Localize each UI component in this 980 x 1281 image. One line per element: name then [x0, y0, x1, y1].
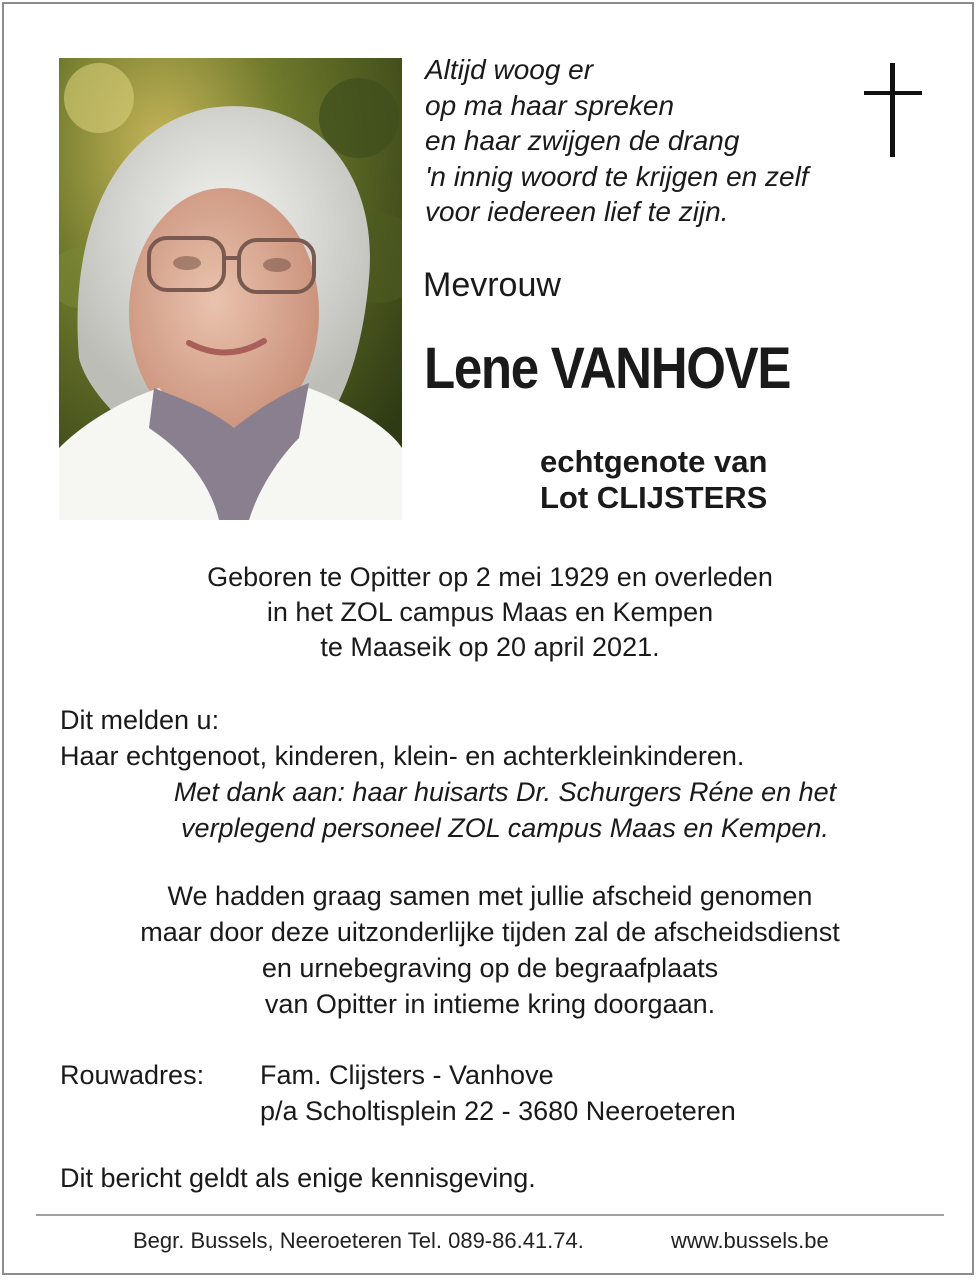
cross-icon	[864, 63, 922, 157]
birth-death-line: in het ZOL campus Maas en Kempen	[266, 597, 714, 627]
spouse-name: Lot CLIJSTERS	[540, 480, 768, 515]
poem	[425, 52, 865, 230]
footer-divider	[36, 1214, 944, 1216]
poem-line: Altijd woog er	[425, 54, 594, 85]
announcement-intro: Dit melden u:	[60, 705, 220, 735]
announcement-family: Haar echtgenoot, kinderen, klein- en achterkleinkinderen.	[60, 741, 745, 771]
farewell-line: maar door deze uitzonderlijke tijden zal de afscheidsdienst	[140, 917, 840, 947]
notice-text: Dit bericht geldt als enige kennisgeving.	[60, 1163, 536, 1193]
birth-death-info	[40, 560, 940, 665]
address-line: Fam. Clijsters - Vanhove	[260, 1060, 554, 1090]
farewell-line: van Opitter in intieme kring doorgaan.	[264, 989, 716, 1019]
spouse-block	[540, 444, 767, 516]
address-line: p/a Scholtisplein 22 - 3680 Neeroeteren	[260, 1096, 736, 1126]
thanks-note	[40, 774, 970, 846]
poem-line: en haar zwijgen de drang	[425, 125, 740, 156]
farewell-note	[40, 878, 940, 1022]
poem-line: op ma haar spreken	[425, 89, 675, 121]
funeral-home-info: Begr. Bussels, Neeroeteren Tel. 089-86.41.74.	[133, 1228, 584, 1253]
spouse-label: echtgenote van	[540, 444, 768, 479]
mourning-address	[260, 1057, 736, 1129]
thanks-line: Met dank aan: haar huisarts Dr. Schurgers Réne en het	[173, 777, 837, 807]
poem-line: voor iedereen lief te zijn.	[425, 196, 729, 227]
honorific: Mevrouw	[423, 266, 561, 304]
address-label: Rouwadres:	[60, 1060, 205, 1090]
portrait-photo	[59, 58, 402, 520]
farewell-line: We hadden graag samen met jullie afscheid genomen	[167, 881, 813, 911]
announcement	[60, 702, 744, 774]
birth-death-line: Geboren te Opitter op 2 mei 1929 en overleden	[207, 562, 773, 592]
thanks-line: verplegend personeel ZOL campus Maas en Kempen.	[181, 813, 829, 843]
website-link[interactable]: www.bussels.be	[671, 1228, 829, 1253]
farewell-line: en urnebegraving op de begraafplaats	[261, 953, 719, 983]
birth-death-line: te Maaseik op 20 april 2021.	[320, 632, 660, 662]
poem-line: 'n innig woord te krijgen en zelf	[425, 160, 809, 192]
deceased-name: Lene VANHOVE	[424, 336, 791, 401]
